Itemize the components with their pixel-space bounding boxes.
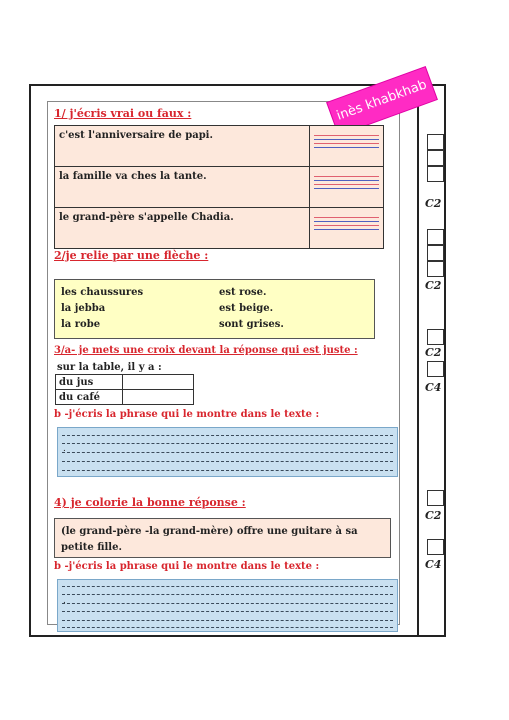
q3-title: 3/a- je mets une croix devant la réponse qui est juste :	[54, 345, 358, 356]
table-row	[55, 126, 384, 167]
statement-2: la famille va ches la tante.	[55, 167, 310, 208]
score-box[interactable]	[427, 361, 444, 377]
q3-writing-area[interactable]	[57, 427, 398, 477]
checkbox-cell-1[interactable]	[123, 375, 194, 390]
matching-box	[54, 279, 375, 339]
table-row	[56, 375, 194, 390]
criterion-code: C2	[425, 197, 442, 210]
match-right-2: est beige.	[219, 303, 274, 314]
option-1: du jus	[56, 375, 123, 390]
option-2: du café	[56, 390, 123, 405]
score-box[interactable]	[427, 166, 444, 182]
q4-sentence-box[interactable]: (le grand-père -la grand-mère) offre une guitare à sa petite fille.	[54, 518, 391, 558]
score-box[interactable]	[427, 490, 444, 506]
choice-table	[55, 374, 194, 405]
criterion-code: C4	[425, 558, 442, 571]
score-box[interactable]	[427, 245, 444, 261]
statement-3: le grand-père s'appelle Chadia.	[55, 208, 310, 249]
table-row	[56, 390, 194, 405]
score-box[interactable]	[427, 261, 444, 277]
match-right-1: est rose.	[219, 287, 267, 298]
score-box[interactable]	[427, 329, 444, 345]
answer-cell-1[interactable]	[310, 126, 384, 167]
q3b-title: b -j'écris la phrase qui le montre dans le texte :	[54, 409, 320, 420]
bullet-dot: .	[63, 443, 66, 454]
criterion-code: C2	[425, 509, 442, 522]
answer-cell-3[interactable]	[310, 208, 384, 249]
match-right-3: sont grises.	[219, 319, 284, 330]
answer-cell-2[interactable]	[310, 167, 384, 208]
match-left-3: la robe	[61, 319, 101, 330]
q4-writing-area[interactable]	[57, 579, 398, 632]
criterion-code: C2	[425, 346, 442, 359]
column-divider	[417, 84, 419, 637]
score-box[interactable]	[427, 539, 444, 555]
score-box[interactable]	[427, 229, 444, 245]
score-box[interactable]	[427, 150, 444, 166]
criterion-code: C4	[425, 381, 442, 394]
true-false-table	[54, 125, 384, 249]
q1-title: 1/ j'écris vrai ou faux :	[54, 107, 192, 120]
table-row	[55, 208, 384, 249]
table-row	[55, 167, 384, 208]
statement-1: c'est l'anniversaire de papi.	[55, 126, 310, 167]
match-left-1: les chaussures	[61, 287, 144, 298]
criterion-code: C2	[425, 279, 442, 292]
bullet-dot: .	[63, 595, 66, 606]
q4b-title: b -j'écris la phrase qui le montre dans le texte :	[54, 561, 320, 572]
q2-title: 2/je relie par une flèche :	[54, 249, 209, 262]
author-stamp: inès khabkhab	[327, 67, 436, 135]
score-box[interactable]	[427, 134, 444, 150]
q3-prompt: sur la table, il y a :	[57, 362, 162, 373]
match-left-2: la jebba	[61, 303, 106, 314]
q4-title: 4) je colorie la bonne réponse :	[54, 496, 246, 509]
checkbox-cell-2[interactable]	[123, 390, 194, 405]
